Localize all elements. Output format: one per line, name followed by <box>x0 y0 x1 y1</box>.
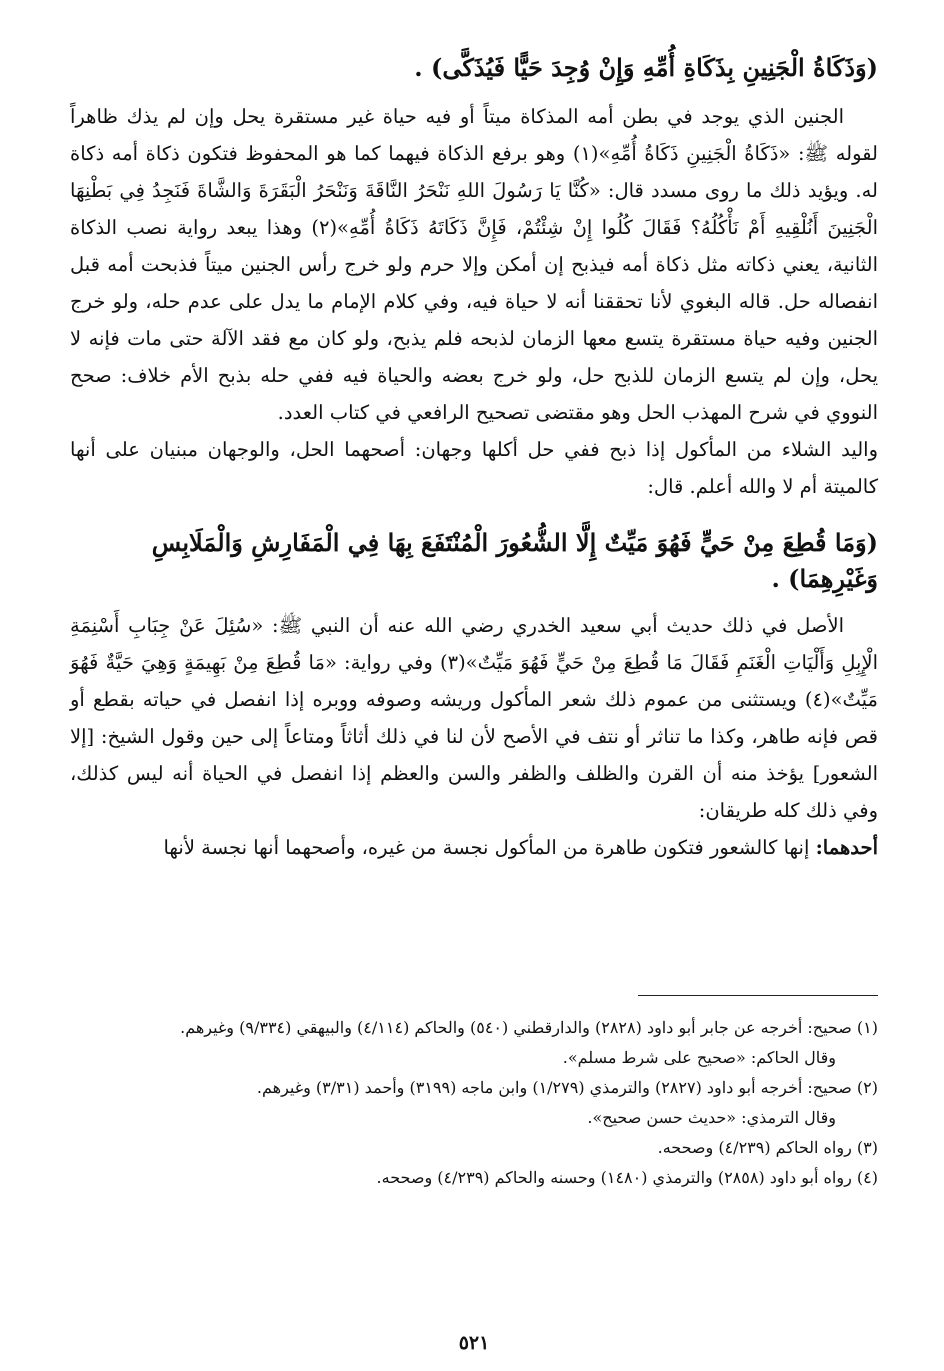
paragraph: الجنين الذي يوجد في بطن أمه المذكاة ميتاً أو فيه حياة غير مستقرة يحل وإن لم يذك ظاهراً لقوله ﷺ: «ذَكَاةُ الْجَنِينِ ذَكَاةُ أُمِّهِ»(١) وهو برفع الذكاة فيهما كما هو المحفوظ فتكون ذكاة أمه ذكاة له. ويؤيد ذلك ما روى مسدد قال: «كُنَّا يَا رَسُولَ اللهِ نَنْحَرُ النَّاقَةَ وَنَنْحَرُ الْبَقَرَةَ وَالشَّاةَ فَنَجِدُ فِي بَطْنِهَا الْجَنِينَ أَنُلْقِيهِ أَمْ نَأْكُلُهُ؟ فَقَالَ كُلُوا إِنْ شِئْتُمْ، فَإِنَّ ذَكَاتَهُ ذَكَاةُ أُمِّهِ»(٢) وهذا يبعد رواية نصب الذكاة الثانية، يعني ذكاته مثل ذكاة أمه فيذبح إن أمكن وإلا حرم ولو خرج رأس الجنين ميتاً فذبحت أمه قبل انفصاله حل. قاله البغوي لأنا تحققنا أنه لا حياة فيه، وفي كلام الإمام ما يدل على عدم حله، ولو خرج الجنين وفيه حياة مستقرة يتسع معها الزمان لذبحه فلم يذبح، ولو كان مع فقد الآلة حتى مات فإنه لا يحل، وإن لم يتسع الزمان للذبح حل، ولو خرج بعضه والحياة فيه ففي حله بذبح الأم خلاف: صحح النووي في شرح المهذب الحل وهو مقتضى تصحيح الرافعي في كتاب العدد. <box>70 105 878 424</box>
body-text <box>70 98 878 505</box>
footnote: (٣) رواه الحاكم (٤/٢٣٩) وصححه. <box>657 1138 878 1157</box>
footnote-note: وقال الترمذي: «حديث حسن صحيح». <box>587 1108 836 1127</box>
paragraph <box>70 829 878 866</box>
footnote: (١) صحيح: أخرجه عن جابر أبو داود (٢٨٢٨) والدارقطني (٥٤٠) والحاكم (٤/١١٤) والبيهقي (٩/٣٣٤) وغيرهم. <box>180 1018 878 1037</box>
book-page <box>70 50 878 1354</box>
section-heading: (وَمَا قُطِعَ مِنْ حَيٍّ فَهُوَ مَيِّتٌ إِلَّا الشُّعُورَ الْمُنْتَفَعَ بِهَا فِي الْمَفَارِشِ وَالْمَلَابِسِ وَغَيْرِهِمَا) . <box>151 528 878 593</box>
section-heading: (وَذَكَاةُ الْجَنِينِ بِذَكَاةِ أُمِّهِ وَإِنْ وُجِدَ حَيًّا فَيُذَكَّى) . <box>414 53 878 82</box>
footnote: (٢) صحيح: أخرجه أبو داود (٢٨٢٧) والترمذي (١/٢٧٩) وابن ماجه (٣١٩٩) وأحمد (٣/٣١) وغيرهم. <box>256 1078 878 1097</box>
paragraph: واليد الشلاء من المأكول إذا ذبح ففي حل أكلها وجهان: أصحهما الحل، والوجهان مبنيان على أنها كالميتة أم لا والله أعلم. قال: <box>70 438 878 498</box>
footnote: (٤) رواه أبو داود (٢٨٥٨) والترمذي (١٤٨٠) وحسنه والحاكم (٤/٢٣٩) وصححه. <box>376 1168 878 1187</box>
body-text <box>70 607 878 866</box>
footnote-note: وقال الحاكم: «صحيح على شرط مسلم». <box>562 1048 836 1067</box>
footnotes <box>70 1013 878 1193</box>
footnote-separator <box>638 995 878 996</box>
paragraph-text: إنها كالشعور فتكون طاهرة من المأكول نجسة من غيره، وأصحهما أنها نجسة لأنها <box>163 836 816 859</box>
page-number: ٥٢١ <box>458 1332 490 1354</box>
paragraph: الأصل في ذلك حديث أبي سعيد الخدري رضي الله عنه أن النبي ﷺ: «سُئِلَ عَنْ جِبَابِ أَسْنِمَةِ الْإِبِلِ وَأَلْيَاتِ الْغَنَمِ فَقَالَ مَا قُطِعَ مِنْ حَيٍّ فَهُوَ مَيِّتٌ»(٣) وفي رواية: «مَا قُطِعَ مِنْ بَهِيمَةٍ وَهِيَ حَيَّةٌ فَهُوَ مَيِّتٌ»(٤) ويستثنى من عموم ذلك شعر المأكول وريشه وصوفه ووبره إذا انفصل في حياته بقطع أو قص فإنه طاهر، وكذا ما تناثر أو نتف في الأصح لأن لنا في ذلك أثاثاً ومتاعاً إلى حين وقول الشيخ: [إلا الشعور] يؤخذ منه أن القرن والظلف والظفر والسن والعظم إذا انفصل في الحياة أنه ليس كذلك، وفي ذلك كله طريقان: <box>70 614 878 822</box>
paragraph-lead: أحدهما: <box>815 836 878 859</box>
